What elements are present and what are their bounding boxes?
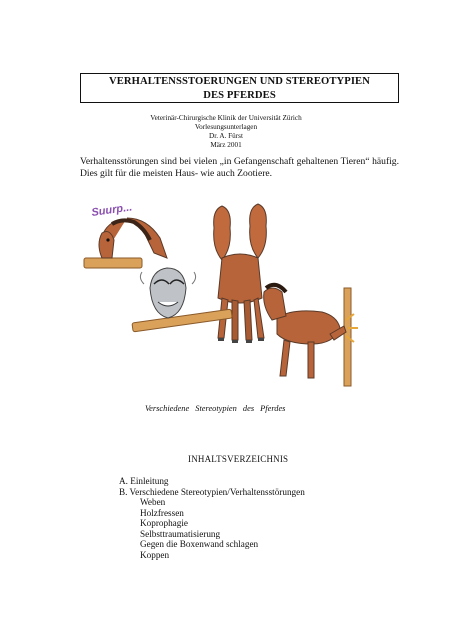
document-type: Vorlesungsunterlagen — [194, 123, 258, 131]
illustration-caption: Verschiedene Stereotypien des Pferdes — [145, 404, 286, 413]
toc-subitem: Gegen die Boxenwand schlagen — [140, 539, 259, 549]
table-of-contents — [119, 476, 305, 560]
document-info — [0, 114, 452, 150]
cribbing-horse — [84, 218, 167, 268]
title-line-1: VERHALTENSSTOERUNGEN UND STEREOTYPIEN — [109, 76, 370, 87]
horse-cartoon-illustration — [72, 188, 372, 393]
kicking-horse — [264, 285, 358, 386]
sound-text: Suurp... — [90, 201, 133, 219]
intro-paragraph: Verhaltensstörungen sind bei vielen „in Gefangenschaft gehaltenen Tieren“ häufig. Dies gilt für die meisten Haus- wie auch Zootiere. — [80, 156, 399, 179]
author: Dr. A. Fürst — [209, 132, 243, 140]
toc-subitem: Holzfressen — [140, 507, 184, 518]
title-line-2: DES PFERDES — [203, 90, 276, 101]
toc-subitem: Koprophagie — [140, 518, 188, 528]
toc-item-b: B. Verschiedene Stereotypien/Verhaltensstörungen — [119, 486, 305, 497]
toc-subitem: Selbsttraumatisierung — [140, 528, 221, 539]
grimacing-horse — [132, 268, 232, 332]
toc-subitem: Weben — [140, 497, 166, 507]
institute: Veterinär-Chirurgische Klinik der Universität Zürich — [150, 114, 302, 122]
document-title-box — [80, 73, 399, 103]
date: März 2001 — [210, 141, 242, 149]
toc-title: INHALTSVERZEICHNIS — [188, 454, 289, 464]
toc-subitem: Koppen — [140, 549, 170, 560]
toc-item-a: A. Einleitung — [119, 476, 169, 486]
weaving-horse — [214, 204, 267, 343]
